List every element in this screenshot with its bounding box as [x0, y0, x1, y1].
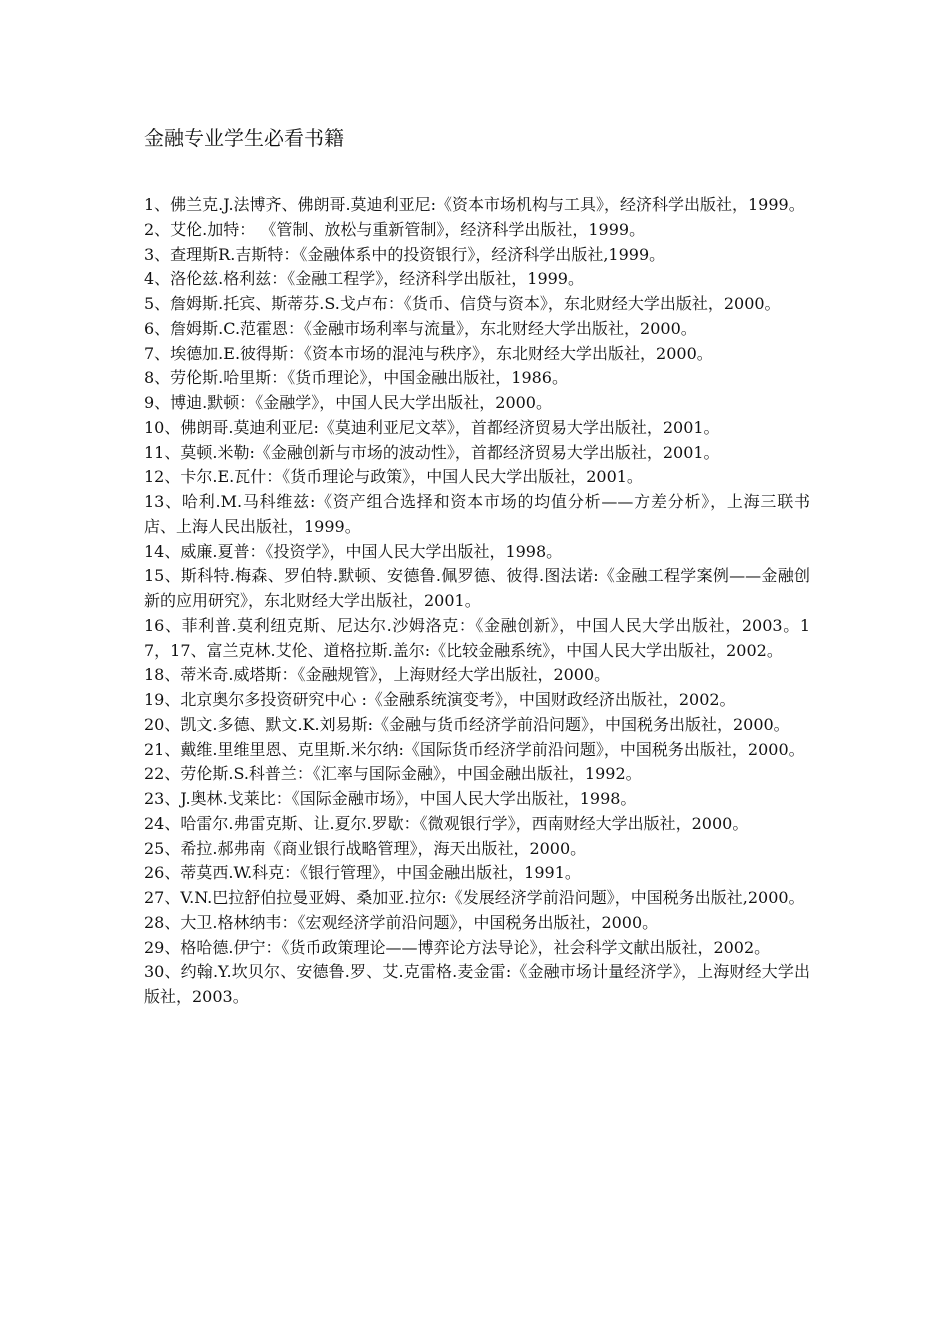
book-item-26: 26、蒂莫西.W.科克：《银行管理》，中国金融出版社，1991。: [144, 863, 581, 883]
book-item-12: 12、卡尔.E.瓦什：《货币理论与政策》，中国人民大学出版社，2001。: [144, 467, 643, 487]
book-item-23: 23、J.奥林.戈莱比：《国际金融市场》，中国人民大学出版社，1998。: [144, 789, 637, 808]
document-title: 金融专业学生必看书籍: [144, 126, 344, 150]
book-item-10: 10、佛朗哥.莫迪利亚尼:《莫迪利亚尼文萃》，首都经济贸易大学出版社，2001。: [144, 417, 720, 437]
book-item-2: 2、艾伦.加特： 《管制、放松与重新管制》，经济科学出版社，1999。: [144, 219, 646, 239]
book-item-9: 9、博迪.默顿：《金融学》，中国人民大学出版社，2000。: [144, 393, 552, 412]
book-item-29: 29、格哈德.伊宁：《货币政策理论——博弈论方法导论》，社会科学文献出版社，2002。: [144, 937, 771, 957]
book-item-16: 16、菲利普.莫利纽克斯、尼达尔.沙姆洛克：《金融创新》，中国人民大学出版社，2003。17，17、富兰克林.艾伦、道格拉斯.盖尔:《比较金融系统》，中国人民大学出版社，2002。: [144, 615, 810, 660]
book-item-6: 6、詹姆斯.C.范霍恩：《金融市场利率与流量》，东北财经大学出版社，2000。: [144, 318, 697, 338]
book-item-20: 20、凯文.多德、默文.K.刘易斯:《金融与货币经济学前沿问题》，中国税务出版社，2000。: [144, 714, 790, 734]
book-item-14: 14、威廉.夏普：《投资学》，中国人民大学出版社，1998。: [144, 541, 563, 561]
book-item-24: 24、哈雷尔.弗雷克斯、让.夏尔.罗歇：《微观银行学》，西南财经大学出版社，2000。: [144, 813, 749, 833]
book-item-22: 22、劳伦斯.S.科普兰：《汇率与国际金融》，中国金融出版社，1992。: [144, 764, 642, 784]
book-item-5: 5、詹姆斯.托宾、斯蒂芬.S.戈卢布：《货币、信贷与资本》，东北财经大学出版社，2000。: [144, 294, 781, 313]
book-item-27: 27、V.N.巴拉舒伯拉曼亚姆、桑加亚.拉尔:《发展经济学前沿问题》，中国税务出版社,2000。: [144, 888, 805, 907]
book-list: [144, 193, 810, 1010]
book-item-28: 28、大卫.格林纳韦：《宏观经济学前沿问题》，中国税务出版社，2000。: [144, 912, 659, 932]
book-item-8: 8、劳伦斯.哈里斯：《货币理论》，中国金融出版社，1986。: [144, 368, 568, 388]
book-item-15: 15、斯科特.梅森、罗伯特.默顿、安德鲁.佩罗德、彼得.图法诺:《金融工程学案例——金融创新的应用研究》，东北财经大学出版社，2001。: [144, 566, 810, 610]
book-item-13: 13、哈利.M.马科维兹:《资产组合选择和资本市场的均值分析——方差分析》，上海三联书店、上海人民出版社，1999。: [144, 492, 810, 536]
book-item-25: 25、希拉.郝弗南《商业银行战略管理》，海天出版社，2000。: [144, 838, 587, 858]
book-item-7: 7、埃德加.E.彼得斯：《资本市场的混沌与秩序》，东北财经大学出版社，2000。: [144, 343, 713, 363]
book-item-21: 21、戴维.里维里恩、克里斯.米尔纳:《国际货币经济学前沿问题》，中国税务出版社，2000。: [144, 739, 805, 759]
book-item-18: 18、蒂米奇.威塔斯：《金融规管》，上海财经大学出版社，2000。: [144, 665, 611, 685]
book-item-4: 4、洛伦兹.格利兹：《金融工程学》，经济科学出版社，1999。: [144, 269, 584, 289]
book-item-3: 3、查理斯R.吉斯特：《金融体系中的投资银行》，经济科学出版社,1999。: [144, 244, 666, 264]
book-item-30: 30、约翰.Y.坎贝尔、安德鲁.罗、艾.克雷格.麦金雷:《金融市场计量经济学》，上海财经大学出版社，2003。: [144, 962, 810, 1006]
book-item-19: 19、北京奥尔多投资研究中心 :《金融系统演变考》，中国财政经济出版社，2002。: [144, 690, 736, 709]
book-item-1: 1、佛兰克.J.法博齐、佛朗哥.莫迪利亚尼:《资本市场机构与工具》，经济科学出版社，1999。: [144, 195, 805, 214]
book-item-11: 11、莫顿.米勒:《金融创新与市场的波动性》，首都经济贸易大学出版社，2001。: [144, 442, 720, 462]
